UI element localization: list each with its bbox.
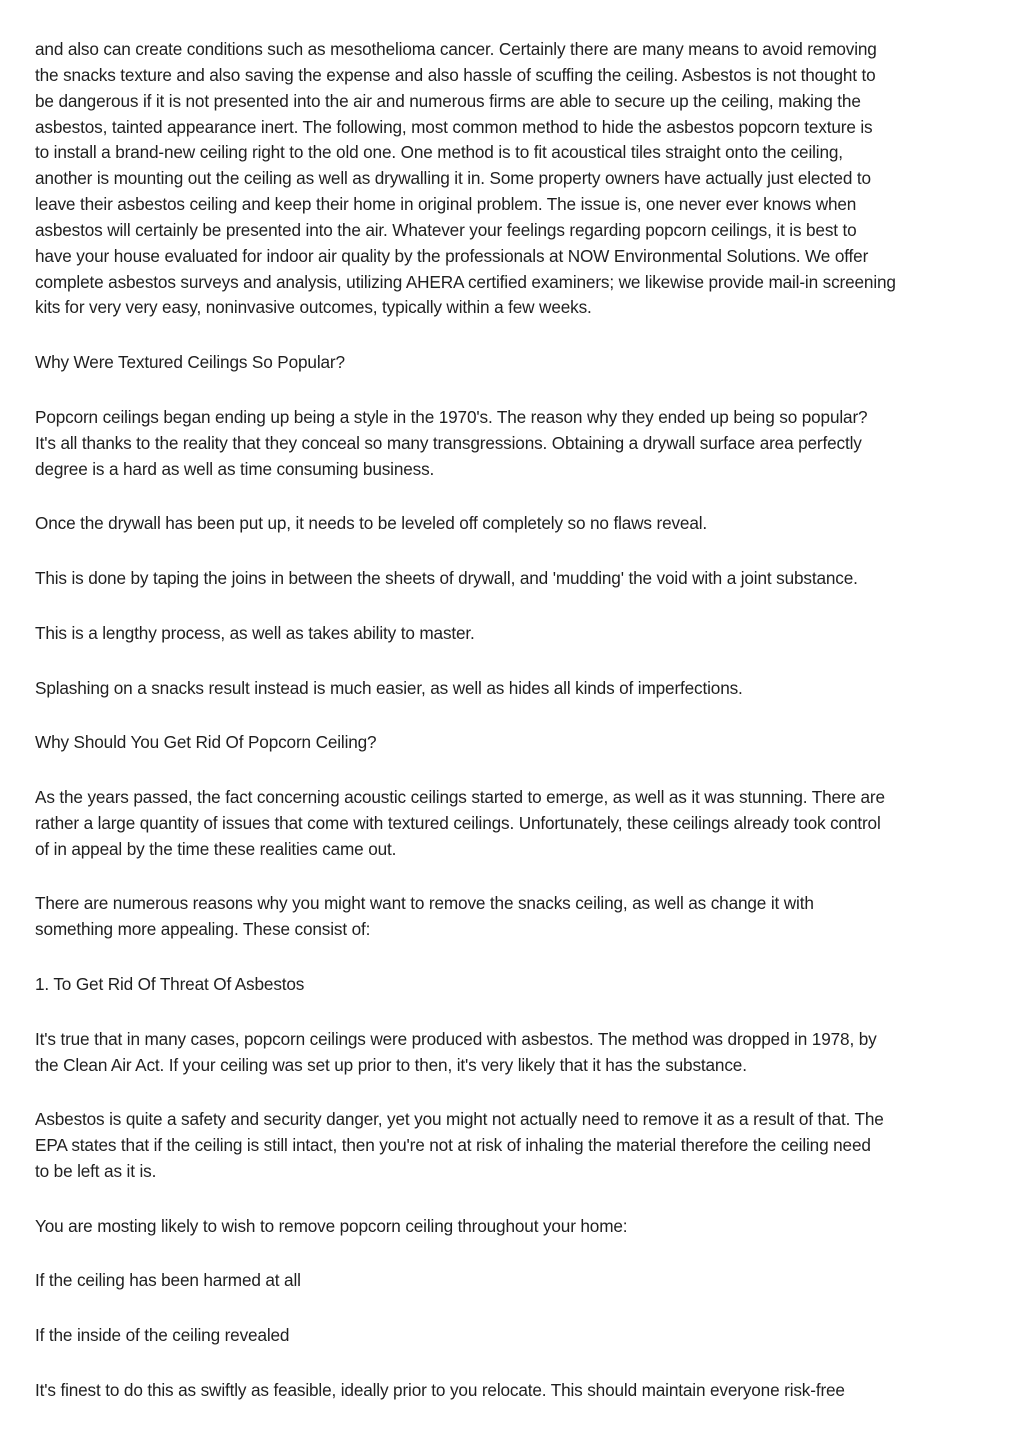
paragraph-spacer: [35, 1349, 995, 1378]
paragraph: [35, 1378, 995, 1404]
paragraph-line: You are mosting likely to wish to remove popcorn ceiling throughout your home:: [35, 1215, 628, 1236]
paragraph-spacer: [35, 1078, 995, 1107]
paragraph: [35, 621, 995, 647]
paragraph-line: asbestos will certainly be presented into the air. Whatever your feelings regarding popcorn ceilings, it is best to: [35, 219, 857, 240]
paragraph-line: rather a large quantity of issues that come with textured ceilings. Unfortunately, these ceilings already took control: [35, 812, 881, 833]
paragraph-spacer: [35, 321, 995, 350]
paragraph-line: degree is a hard as well as time consuming business.: [35, 458, 435, 479]
paragraph-spacer: [35, 1240, 995, 1269]
paragraph-line: EPA states that if the ceiling is still intact, then you're not at risk of inhaling the material therefore the ceiling need: [35, 1135, 871, 1156]
paragraph-spacer: [35, 482, 995, 511]
paragraph: [35, 37, 995, 321]
paragraph-spacer: [35, 998, 995, 1027]
paragraph: [35, 891, 995, 943]
paragraph-line: Splashing on a snacks result instead is much easier, as well as hides all kinds of imperfections.: [35, 677, 743, 698]
paragraph-line: be dangerous if it is not presented into the air and numerous firms are able to secure up the ceiling, making the: [35, 90, 861, 111]
heading-text: 1. To Get Rid Of Threat Of Asbestos: [35, 974, 305, 994]
paragraph: [35, 405, 995, 483]
paragraph-spacer: [35, 943, 995, 972]
paragraph-line: leave their asbestos ceiling and keep their home in original problem. The issue is, one never ever knows when: [35, 194, 857, 215]
paragraph-line: kits for very very easy, noninvasive outcomes, typically within a few weeks.: [35, 297, 592, 318]
paragraph-line: of in appeal by the time these realities came out.: [35, 838, 397, 859]
paragraph-line: There are numerous reasons why you might want to remove the snacks ceiling, as well as change it with: [35, 893, 814, 914]
paragraph-spacer: [35, 756, 995, 785]
paragraph: [35, 785, 995, 863]
paragraph: [35, 1268, 995, 1294]
paragraph-line: Popcorn ceilings began ending up being a style in the 1970's. The reason why they ended up being so popular?: [35, 406, 868, 427]
paragraph: [35, 511, 995, 537]
paragraph-line: have your house evaluated for indoor air quality by the professionals at NOW Environmental Solutions. We offer: [35, 245, 869, 266]
paragraph-line: another is mounting out the ceiling as well as drywalling it in. Some property owners have actually just elected to: [35, 168, 871, 189]
paragraph-line: the snacks texture and also saving the expense and also hassle of scuffing the ceiling. Asbestos is not thought to: [35, 64, 876, 85]
paragraph-line: complete asbestos surveys and analysis, utilizing AHERA certified examiners; we likewise provide mail-in screening: [35, 271, 896, 292]
paragraph-spacer: [35, 647, 995, 676]
paragraph-line: As the years passed, the fact concerning acoustic ceilings started to emerge, as well as it was stunning. There are: [35, 787, 885, 807]
paragraph: [35, 1107, 995, 1185]
paragraph-spacer: [35, 376, 995, 405]
section-heading: [35, 972, 995, 998]
paragraph: [35, 1027, 995, 1079]
section-heading: [35, 730, 995, 756]
paragraph-line: If the ceiling has been harmed at all: [35, 1270, 301, 1291]
paragraph-line: Once the drywall has been put up, it needs to be leveled off completely so no flaws reveal.: [35, 513, 708, 534]
document-body: [35, 37, 995, 1404]
heading-text: Why Should You Get Rid Of Popcorn Ceiling?: [35, 732, 377, 753]
paragraph-line: to be left as it is.: [35, 1161, 157, 1181]
paragraph: [35, 566, 995, 592]
paragraph-spacer: [35, 537, 995, 566]
paragraph-line: asbestos, tainted appearance inert. The following, most common method to hide the asbestos popcorn texture is: [35, 116, 873, 137]
paragraph: [35, 1214, 995, 1240]
paragraph-line: something more appealing. These consist of:: [35, 919, 371, 940]
paragraph-line: If the inside of the ceiling revealed: [35, 1325, 290, 1346]
paragraph-spacer: [35, 1185, 995, 1214]
paragraph-line: This is done by taping the joins in between the sheets of drywall, and 'mudding' the void with a joint substance.: [35, 568, 858, 589]
paragraph-spacer: [35, 701, 995, 730]
section-heading: [35, 350, 995, 376]
paragraph-spacer: [35, 592, 995, 621]
paragraph-line: This is a lengthy process, as well as takes ability to master.: [35, 622, 475, 643]
paragraph-line: It's all thanks to the reality that they conceal so many transgressions. Obtaining a drywall surface area perfectly: [35, 432, 862, 453]
paragraph: [35, 676, 995, 702]
paragraph-line: the Clean Air Act. If your ceiling was set up prior to then, it's very likely that it has the substance.: [35, 1054, 747, 1075]
paragraph-line: and also can create conditions such as mesothelioma cancer. Certainly there are many means to avoid removing: [35, 39, 877, 59]
paragraph-line: Asbestos is quite a safety and security danger, yet you might not actually need to remove it as a result of that. The: [35, 1109, 884, 1130]
heading-text: Why Were Textured Ceilings So Popular?: [35, 352, 345, 373]
paragraph-spacer: [35, 863, 995, 892]
paragraph-line: to install a brand-new ceiling right to the old one. One method is to fit acoustical tiles straight onto the ceiling,: [35, 142, 843, 163]
paragraph-line: It's true that in many cases, popcorn ceilings were produced with asbestos. The method was dropped in 1978, by: [35, 1028, 877, 1049]
paragraph-spacer: [35, 1294, 995, 1323]
paragraph-line: It's finest to do this as swiftly as feasible, ideally prior to you relocate. This should maintain everyone risk-free: [35, 1379, 845, 1400]
paragraph: [35, 1323, 995, 1349]
